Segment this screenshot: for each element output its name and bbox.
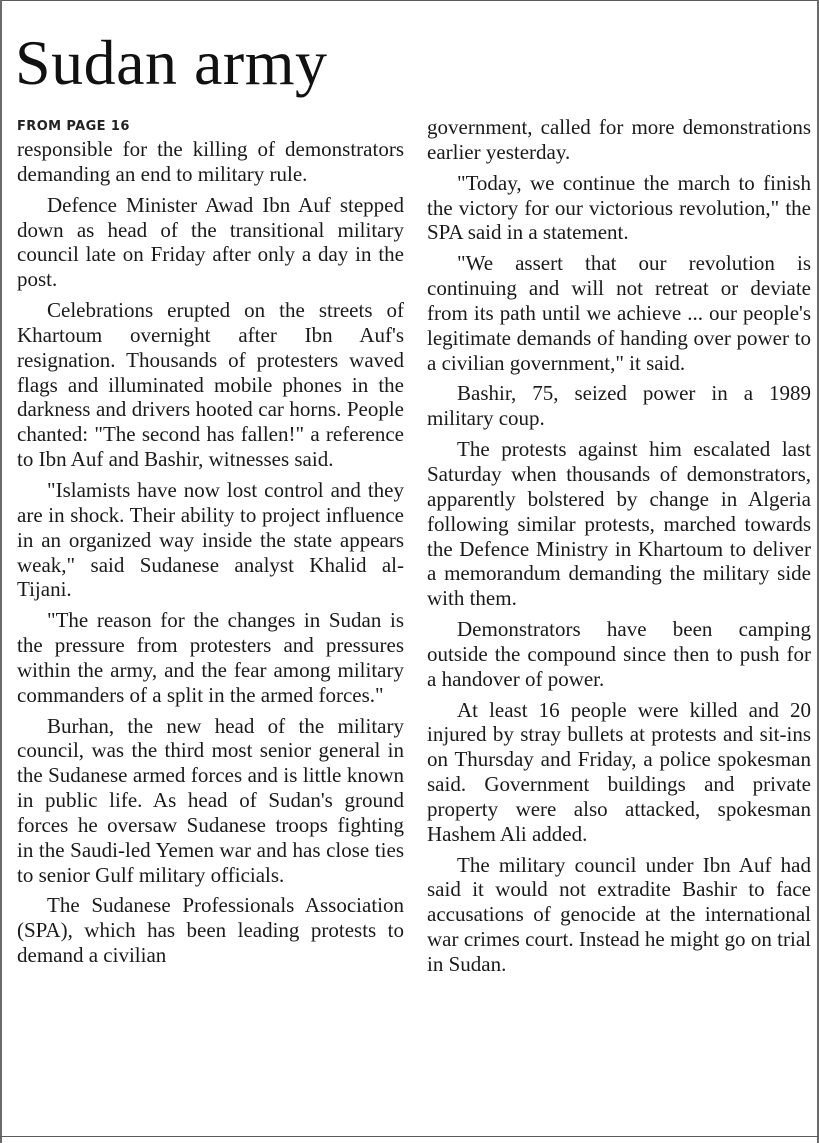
headline: Sudan army	[15, 27, 328, 98]
paragraph: Celebrations erupted on the streets of Khartoum overnight after Ibn Auf's resignation. Thousands of protesters waved flags and illuminated mobile phones in the darkness and drivers hooted car horns. People chanted: "The second has fallen!" a reference to Ibn Auf and Bashir, witnesses said.	[17, 298, 404, 472]
paragraph: "Today, we continue the march to finish the victory for our victorious revolution," the SPA said in a statement.	[427, 170, 811, 245]
left-border-rule	[0, 0, 2, 1143]
article-column-left	[17, 115, 404, 974]
article-column-right	[427, 115, 811, 983]
paragraph: The protests against him escalated last Saturday when thousands of demonstrators, apparently bolstered by change in Algeria following similar protests, marched towards the Defence Ministry in Khartoum to deliver a memorandum demanding the military side with them.	[427, 437, 811, 611]
paragraph: "Islamists have now lost control and they are in shock. Their ability to project influence in an organized way inside the state appears weak," said Sudanese analyst Khalid al-Tijani.	[17, 477, 404, 602]
paragraph: At least 16 people were killed and 20 injured by stray bullets at protests and sit-ins on Thursday and Friday, a police spokesman said. Government buildings and private property were also attacked, spokesman Hashem Ali added.	[427, 697, 811, 846]
bottom-border-rule	[0, 1136, 819, 1137]
paragraph: Demonstrators have been camping outside the compound since then to push for a handover of power.	[427, 617, 811, 691]
paragraph: Defence Minister Awad Ibn Auf stepped down as head of the transitional military council late on Friday after only a day in the post.	[17, 192, 404, 292]
paragraph: responsible for the killing of demonstrators demanding an end to military rule.	[17, 137, 404, 186]
paragraph: Burhan, the new head of the military council, was the third most senior general in the Sudanese armed forces and is little known in public life. As head of Sudan's ground forces he oversaw Sudanese troops fighting in the Saudi-led Yemen war and has close ties to senior Gulf military officials.	[17, 713, 404, 887]
paragraph: The military council under Ibn Auf had said it would not extradite Bashir to face accusations of genocide at the international war crimes court. Instead he might go on trial in Sudan.	[427, 852, 811, 976]
top-border-rule	[0, 0, 819, 1]
paragraph: Bashir, 75, seized power in a 1989 military coup.	[427, 381, 811, 431]
paragraph: "We assert that our revolution is continuing and will not retreat or deviate from its path until we achieve ... our people's legitimate demands of handing over power to a civilian government," it said.	[427, 251, 811, 375]
paragraph: "The reason for the changes in Sudan is the pressure from protesters and pressures within the army, and the fear among military commanders of a split in the armed forces."	[17, 608, 404, 707]
paragraph: government, called for more demonstrations earlier yesterday.	[427, 115, 811, 164]
paragraph: The Sudanese Professionals Association (SPA), which has been leading protests to demand a civilian	[17, 893, 404, 968]
continuation-kicker: FROM PAGE 16	[17, 119, 130, 134]
